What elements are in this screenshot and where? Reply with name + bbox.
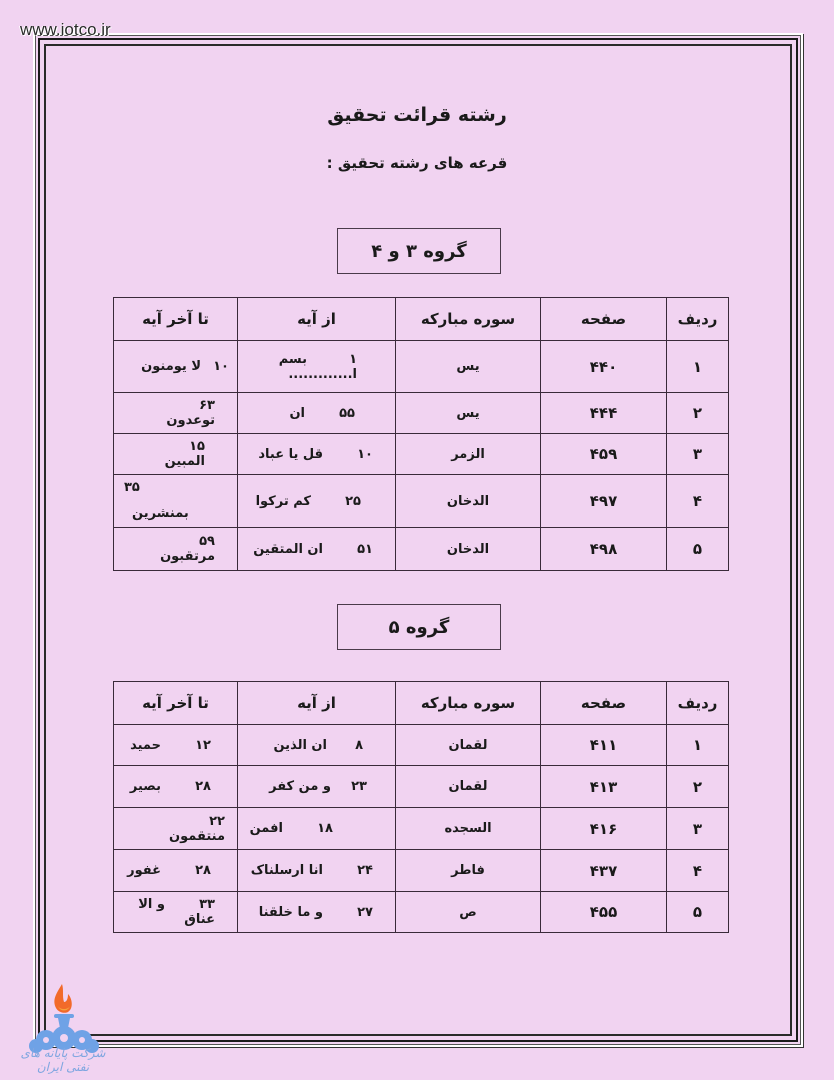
from-ayah-number: ۵۱ [357, 541, 373, 557]
cell-to-ayah [114, 725, 238, 766]
to-ayah-number: ۳۵ [124, 480, 140, 495]
from-ayah-text: انا ارسلناک [250, 863, 323, 878]
cell-to-ayah [114, 434, 238, 475]
from-ayah-text: و ما خلقنا [258, 904, 323, 920]
to-ayah-number: ۶۳ [199, 398, 215, 413]
company-name-watermark: شرکت پایانه های نفتی ایران [20, 1046, 106, 1074]
cell-to-ayah [114, 475, 238, 528]
to-ayah-text: توعدون [166, 413, 215, 428]
cell-sura: لقمان [396, 766, 541, 808]
to-ayah-number: ۱۲ [195, 737, 211, 753]
to-ayah-text: حمید [130, 737, 161, 753]
header-row-number: ردیف [667, 298, 729, 341]
cell-row-number: ۳ [667, 808, 729, 850]
header-sura: سوره مبارکه [396, 682, 541, 725]
table-header-row [114, 682, 729, 725]
cell-sura: الزمر [396, 434, 541, 475]
to-ayah-number: ۱۰ [213, 358, 229, 374]
cell-from-ayah [238, 766, 396, 808]
cell-page: ۴۱۳ [541, 766, 667, 808]
document-subtitle: قرعه های رشته تحقیق : [326, 154, 508, 172]
cell-row-number: ۴ [667, 850, 729, 892]
from-ayah-number: ۱ [349, 351, 357, 367]
cell-to-ayah [114, 341, 238, 393]
cell-from-ayah [238, 434, 396, 475]
cell-page: ۴۴۴ [541, 393, 667, 434]
header-page: صفحه [541, 682, 667, 725]
cell-row-number: ۲ [667, 393, 729, 434]
header-page: صفحه [541, 298, 667, 341]
cell-sura: لقمان [396, 725, 541, 766]
cell-sura: یس [396, 393, 541, 434]
from-ayah-number: ۸ [355, 737, 363, 753]
cell-row-number: ۵ [667, 892, 729, 933]
from-ayah-text: افمن [249, 821, 283, 836]
from-ayah-text: کم ترکوا [255, 493, 311, 509]
to-ayah-number: ۲۸ [195, 863, 211, 878]
to-ayah-number: ۲۲ [209, 813, 225, 829]
cell-row-number: ۳ [667, 434, 729, 475]
cell-page: ۴۹۷ [541, 475, 667, 528]
cell-from-ayah [238, 808, 396, 850]
cell-to-ayah [114, 850, 238, 892]
header-row-number: ردیف [667, 682, 729, 725]
table-header-row [114, 298, 729, 341]
cell-from-ayah [238, 725, 396, 766]
cell-row-number: ۱ [667, 341, 729, 393]
cell-row-number: ۵ [667, 528, 729, 571]
from-ayah-number: ۲۷ [357, 904, 373, 920]
table-row [114, 850, 729, 892]
from-ayah-text: ان المتقین [253, 541, 323, 557]
group-3-4-table [113, 297, 729, 571]
cell-to-ayah [114, 808, 238, 850]
cell-page: ۴۹۸ [541, 528, 667, 571]
to-ayah-number: ۱۵ [189, 439, 205, 454]
cell-page: ۴۴۰ [541, 341, 667, 393]
cell-sura: الدخان [396, 475, 541, 528]
cell-row-number: ۱ [667, 725, 729, 766]
from-ayah-number: ۲۴ [357, 863, 373, 878]
from-ayah-text: ان [289, 405, 305, 421]
header-sura: سوره مبارکه [396, 298, 541, 341]
group-5-table [113, 681, 729, 933]
cell-sura: ص [396, 892, 541, 933]
cell-row-number: ۴ [667, 475, 729, 528]
cell-page: ۴۱۱ [541, 725, 667, 766]
from-ayah-number: ۲۵ [345, 493, 361, 509]
cell-page: ۴۱۶ [541, 808, 667, 850]
to-ayah-text: غفور [127, 863, 161, 878]
cell-from-ayah [238, 341, 396, 393]
to-ayah-text: لا یومنون [141, 358, 201, 374]
from-ayah-number: ۱۰ [357, 446, 373, 462]
watermark-url: www.iotco.ir [20, 20, 111, 39]
table-row [114, 528, 729, 571]
cell-to-ayah [114, 766, 238, 808]
group-5-heading: گروه ۵ [337, 604, 501, 650]
cell-sura: فاطر [396, 850, 541, 892]
table-row [114, 434, 729, 475]
cell-from-ayah [238, 393, 396, 434]
group-3-4-heading: گروه ۳ و ۴ [337, 228, 501, 274]
cell-to-ayah [114, 393, 238, 434]
cell-page: ۴۳۷ [541, 850, 667, 892]
header-to-ayah: تا آخر آیه [114, 298, 238, 341]
to-ayah-number: ۳۳ [199, 897, 215, 912]
cell-page: ۴۵۹ [541, 434, 667, 475]
cell-from-ayah [238, 850, 396, 892]
cell-from-ayah [238, 892, 396, 933]
to-ayah-number: ۲۸ [195, 779, 211, 794]
table-row [114, 475, 729, 528]
from-ayah-text: بسم ا............. [278, 351, 357, 382]
header-from-ayah: از آیه [238, 298, 396, 341]
cell-page: ۴۵۵ [541, 892, 667, 933]
table-row [114, 393, 729, 434]
table-row [114, 808, 729, 850]
document-title: رشته قرائت تحقیق [327, 104, 507, 126]
cell-sura: الدخان [396, 528, 541, 571]
to-ayah-text: بمنشرین [132, 506, 189, 521]
from-ayah-number: ۲۳ [351, 779, 367, 794]
from-ayah-text: ان الذین [273, 737, 327, 753]
cell-row-number: ۲ [667, 766, 729, 808]
from-ayah-number: ۱۸ [317, 821, 333, 836]
table-row [114, 341, 729, 393]
cell-from-ayah [238, 475, 396, 528]
to-ayah-text: بصیر [129, 779, 161, 794]
to-ayah-text: منتقمون [169, 828, 225, 844]
cell-from-ayah [238, 528, 396, 571]
table-row [114, 725, 729, 766]
table-row [114, 766, 729, 808]
header-from-ayah: از آیه [238, 682, 396, 725]
to-ayah-text: و الا عناق [138, 897, 215, 927]
from-ayah-number: ۵۵ [339, 405, 355, 421]
table-row [114, 892, 729, 933]
to-ayah-text: مرتقبون [160, 549, 215, 564]
header-to-ayah: تا آخر آیه [114, 682, 238, 725]
cell-sura: السجده [396, 808, 541, 850]
to-ayah-text: المبین [164, 454, 205, 469]
from-ayah-text: قل یا عباد [258, 446, 323, 462]
cell-to-ayah [114, 528, 238, 571]
from-ayah-text: و من کفر [269, 779, 331, 794]
cell-to-ayah [114, 892, 238, 933]
cell-sura: یس [396, 341, 541, 393]
to-ayah-number: ۵۹ [199, 534, 215, 549]
